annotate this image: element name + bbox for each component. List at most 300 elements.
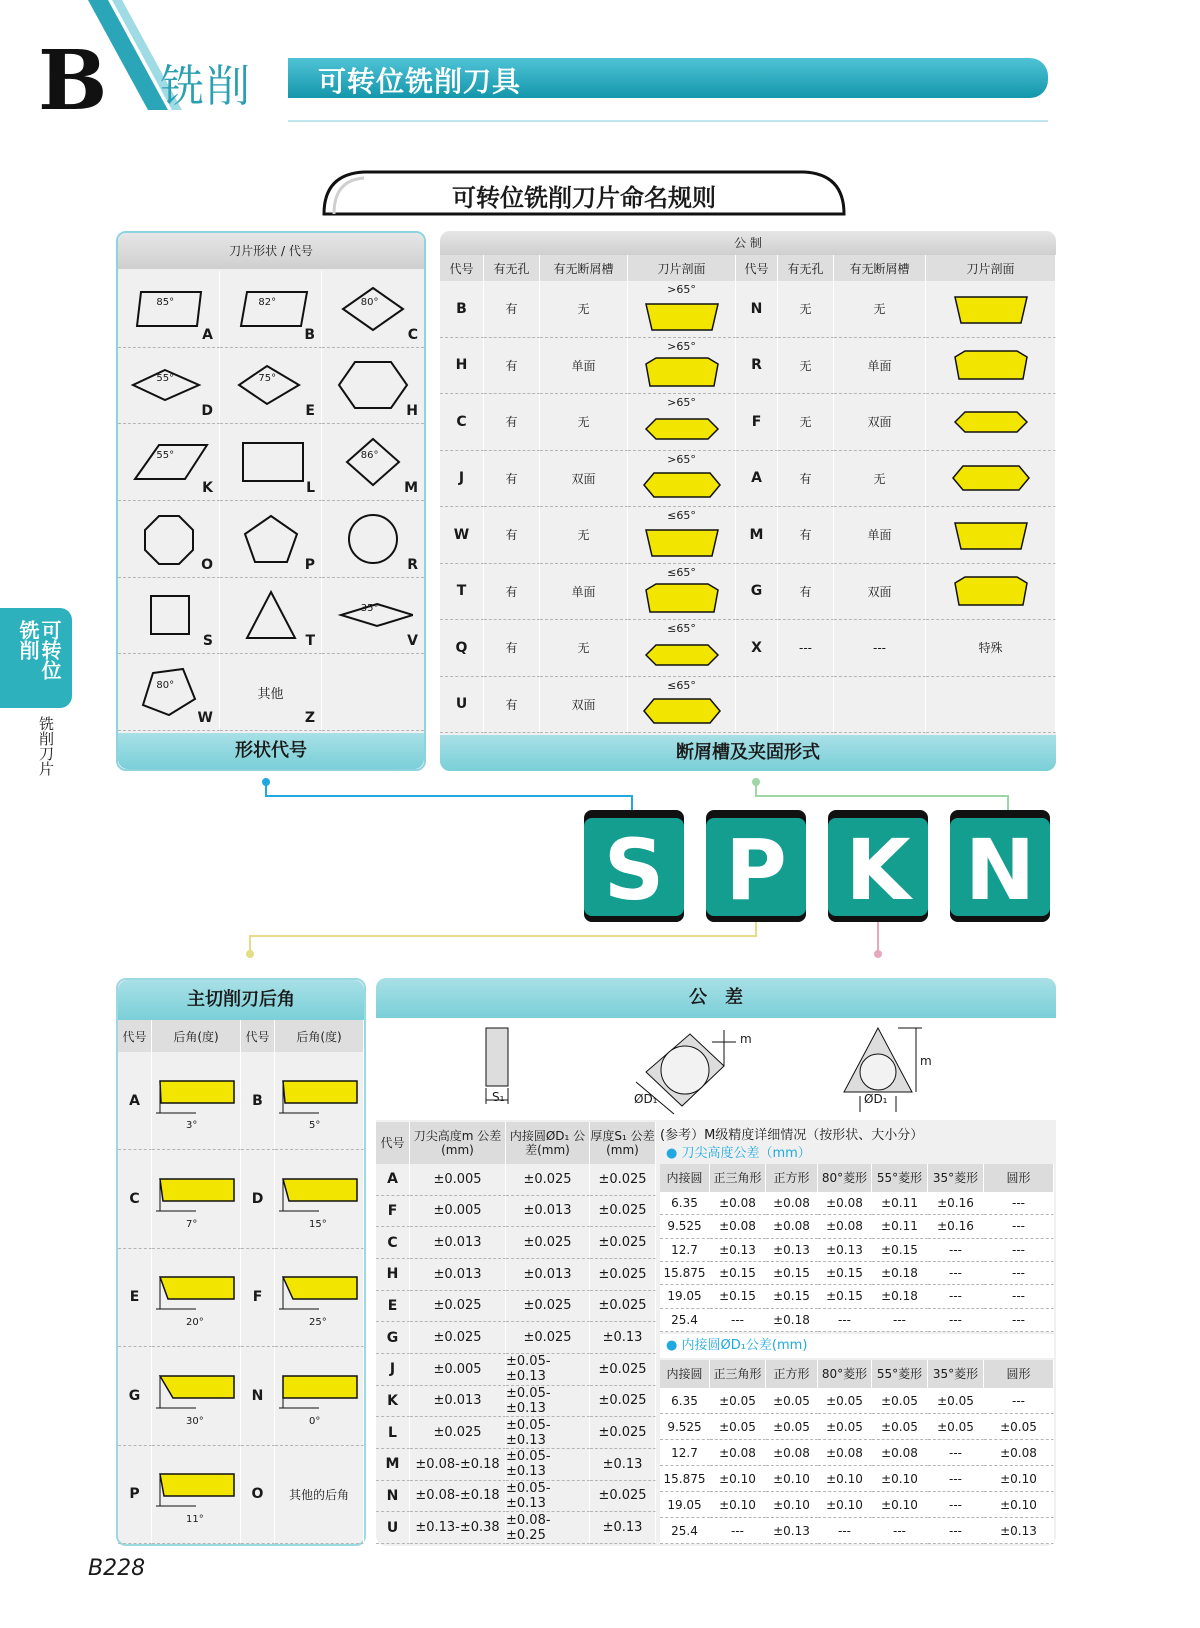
tolerance-cell: ±0.025 [590, 1291, 656, 1323]
insert-section-icon [642, 354, 722, 390]
triangle-icon [231, 588, 311, 642]
chipbreaker-cell: 双面 [834, 564, 926, 621]
column-header: 内接圆 [660, 1360, 710, 1388]
tolerance-cell: ±0.013 [410, 1259, 506, 1291]
code-letter-clearance: P [706, 818, 806, 922]
tolerance-cell: ±0.08-±0.18 [410, 1449, 506, 1481]
chipbreaker-cell [926, 507, 1056, 564]
tolerance-cell: ±0.05-±0.13 [506, 1481, 590, 1513]
tolerance-cell: U [376, 1512, 410, 1544]
page-title: 可转位铣削刀具 [318, 65, 522, 98]
chipbreaker-cell: 有 [484, 394, 540, 451]
shape-cell-l [220, 424, 322, 501]
shape-cell-p [220, 501, 322, 578]
tolerance-detail-cell: ±0.10 [766, 1466, 818, 1492]
chipbreaker-cell: H [440, 338, 484, 395]
tolerance-detail-cell: ±0.11 [872, 1192, 928, 1215]
chipbreaker-cell: 有 [484, 338, 540, 395]
tolerance-detail-cell: --- [928, 1492, 984, 1518]
tolerance-detail-cell: ±0.11 [872, 1215, 928, 1238]
tolerance-cell: ±0.13 [590, 1322, 656, 1354]
tolerance-detail-cell: ±0.10 [984, 1492, 1054, 1518]
tolerance-detail-cell: ±0.08 [766, 1440, 818, 1466]
column-header: 代号 [440, 255, 484, 281]
shape-cell-w [118, 654, 220, 731]
insert-section-icon [951, 404, 1031, 440]
tolerance-detail-cell: ±0.08 [872, 1440, 928, 1466]
chipbreaker-cell: 双面 [540, 677, 628, 734]
tolerance-detail-cell: 19.05 [660, 1492, 710, 1518]
column-header: 内接圆 [660, 1164, 710, 1192]
chipbreaker-cell: M [736, 507, 778, 564]
shape-code: Z [304, 709, 315, 726]
column-header: 代号 [118, 1020, 152, 1052]
clearance-value [152, 1249, 241, 1347]
tolerance-detail-cell: --- [984, 1192, 1054, 1215]
shape-angle-label: 82° [258, 296, 277, 308]
tolerance-detail-cell: ±0.16 [928, 1192, 984, 1215]
tolerance-detail-cell: --- [984, 1239, 1054, 1262]
tolerance-cell: N [376, 1481, 410, 1513]
shape-code: K [202, 479, 213, 496]
d1-subtitle: ● 内接圆ØD₁公差(mm) [660, 1334, 1054, 1358]
insert-section-icon [642, 411, 722, 447]
shape-cell-z [220, 654, 322, 731]
tolerance-cell: ±0.025 [590, 1386, 656, 1418]
tolerance-detail-cell: ±0.10 [818, 1492, 872, 1518]
tolerance-detail-cell: ±0.10 [818, 1466, 872, 1492]
hexagon-icon [333, 358, 413, 412]
chipbreaker-cell: C [440, 394, 484, 451]
tolerance-detail-cell: ±0.08 [766, 1215, 818, 1238]
tolerance-cell: ±0.025 [410, 1291, 506, 1323]
column-header: 55°菱形 [872, 1360, 928, 1388]
tolerance-cell: ±0.05-±0.13 [506, 1417, 590, 1449]
tolerance-detail-cell: 25.4 [660, 1309, 710, 1332]
tolerance-cell: A [376, 1164, 410, 1196]
shape-code: W [197, 709, 213, 726]
clearance-code: G [118, 1347, 152, 1445]
shape-cell-o [118, 501, 220, 578]
tolerance-cell: ±0.025 [590, 1481, 656, 1513]
chipbreaker-cell: 有 [778, 507, 834, 564]
tolerance-cell: ±0.025 [590, 1196, 656, 1228]
section-angle-label: >65° [667, 339, 696, 353]
chipbreaker-cell: X [736, 620, 778, 677]
tolerance-detail-cell: ±0.15 [710, 1285, 766, 1308]
column-header: 有无断屑槽 [540, 255, 628, 281]
tolerance-detail-cell: --- [710, 1309, 766, 1332]
page-number: B228 [88, 1556, 146, 1581]
section-angle-label: ≤65° [667, 622, 696, 635]
clearance-angle-label: 20° [186, 1317, 204, 1329]
m-label-square: m [740, 1032, 752, 1046]
section-angle-label: ≤65° [667, 565, 696, 579]
chipbreaker-panel [440, 231, 1056, 771]
insert-section-icon [951, 291, 1031, 327]
parallelogram-55-icon [129, 435, 209, 489]
shape-cell-k [118, 424, 220, 501]
section-name: 铣削 [160, 61, 252, 112]
tolerance-cell: ±0.005 [410, 1164, 506, 1196]
tolerance-cell: ±0.025 [410, 1417, 506, 1449]
chipbreaker-cell: A [736, 451, 778, 508]
m-label-triangle: m [920, 1054, 932, 1068]
shape-cell-s [118, 578, 220, 655]
m-class-reference-title: (参考）M级精度详细情况（按形状、大小分） [660, 1128, 924, 1143]
tolerance-detail-cell: ±0.05 [710, 1388, 766, 1414]
tolerance-cell: ±0.13-±0.38 [410, 1512, 506, 1544]
column-header: 有无孔 [484, 255, 540, 281]
tolerance-cell: ±0.05-±0.13 [506, 1354, 590, 1386]
insert-section-icon [951, 573, 1031, 609]
chipbreaker-cell [628, 394, 736, 451]
chipbreaker-cell: 无 [540, 620, 628, 677]
clearance-grid [118, 1052, 364, 1544]
tolerance-cell: ±0.025 [590, 1354, 656, 1386]
shape-code: H [406, 403, 418, 420]
rhombus-86-icon [333, 435, 413, 489]
chipbreaker-cell: 有 [484, 451, 540, 508]
clearance-value [152, 1052, 241, 1150]
tip-height-table [660, 1164, 1054, 1332]
s1-label: S₁ [492, 1090, 505, 1104]
tolerance-cell: ±0.025 [506, 1291, 590, 1323]
chipbreaker-cell: 有 [778, 564, 834, 621]
tolerance-detail-cell: ±0.05 [766, 1414, 818, 1440]
shape-code: T [305, 633, 315, 650]
shape-code: P [304, 556, 315, 573]
shape-code: M [404, 479, 418, 496]
tolerance-detail-cell: 6.35 [660, 1388, 710, 1414]
shape-other-label: 其他 [257, 686, 284, 702]
column-header: 圆形 [984, 1360, 1054, 1388]
chipbreaker-cell [628, 564, 736, 621]
tolerance-cell: ±0.05-±0.13 [506, 1449, 590, 1481]
tolerance-cell: E [376, 1291, 410, 1323]
column-header: 55°菱形 [872, 1164, 928, 1192]
tolerance-cell: ±0.025 [506, 1164, 590, 1196]
tolerance-diagrams [376, 1018, 1056, 1120]
clearance-angle-label: 0° [309, 1415, 321, 1427]
tolerance-cell: ±0.13 [590, 1512, 656, 1544]
chipbreaker-cell: W [440, 507, 484, 564]
tolerance-detail-cell: --- [710, 1518, 766, 1544]
clearance-value [152, 1150, 241, 1248]
tolerance-detail-cell: ±0.13 [710, 1239, 766, 1262]
tolerance-detail-cell: ±0.08 [818, 1215, 872, 1238]
code-letter-tolerance: K [828, 818, 928, 922]
chipbreaker-cell: 单面 [540, 338, 628, 395]
tolerance-detail-cell: --- [984, 1262, 1054, 1285]
tolerance-detail-cell: ±0.05 [872, 1388, 928, 1414]
circle-icon [333, 512, 413, 566]
chipbreaker-cell: 单面 [834, 507, 926, 564]
clearance-code: P [118, 1446, 152, 1544]
clearance-angle-label: 11° [186, 1514, 204, 1525]
tolerance-detail-cell: --- [928, 1239, 984, 1262]
tolerance-detail-cell: ±0.05 [928, 1414, 984, 1440]
insert-section-icon [642, 693, 722, 729]
section-angle-label: ≤65° [667, 678, 696, 692]
insert-section-icon [951, 460, 1031, 496]
tolerance-detail-cell: 19.05 [660, 1285, 710, 1308]
tolerance-cell: ±0.05-±0.13 [506, 1386, 590, 1418]
shape-code: O [201, 556, 213, 573]
chipbreaker-cell: B [440, 281, 484, 338]
tolerance-detail-cell: ±0.15 [872, 1239, 928, 1262]
insert-section-icon [642, 467, 722, 503]
chipbreaker-cell: T [440, 564, 484, 621]
chipbreaker-cell [736, 677, 778, 734]
insert-section-icon [951, 517, 1031, 553]
shape-cell-e [220, 348, 322, 425]
rhombus-75-icon [231, 358, 311, 412]
chipbreaker-cell: N [736, 281, 778, 338]
tolerance-panel-title: 公 差 [376, 978, 1056, 1018]
tolerance-cell: H [376, 1259, 410, 1291]
column-header: 厚度S₁ 公差(mm) [590, 1122, 656, 1164]
tolerance-detail-cell: ±0.05 [710, 1414, 766, 1440]
section-angle-label: ≤65° [667, 509, 696, 522]
column-header: 80°菱形 [818, 1360, 872, 1388]
rhombus-35-icon [333, 588, 413, 642]
tolerance-detail-cell: ±0.15 [818, 1285, 872, 1308]
column-header: 有无断屑槽 [834, 255, 926, 281]
tolerance-detail-cell: --- [928, 1309, 984, 1332]
chipbreaker-cell [628, 507, 736, 564]
tolerance-cell: ±0.08-±0.18 [410, 1481, 506, 1513]
tolerance-detail-cell: ±0.10 [710, 1466, 766, 1492]
square-icon [129, 588, 209, 642]
clearance-code: O [241, 1446, 275, 1544]
column-header: 刀尖高度m 公差(mm) [410, 1122, 506, 1164]
tolerance-detail-cell: ±0.15 [766, 1285, 818, 1308]
tolerance-detail-cell: 12.7 [660, 1239, 710, 1262]
tolerance-panel [376, 978, 1056, 1546]
shape-cell-c [322, 271, 424, 348]
chipbreaker-cell: 特殊 [926, 620, 1056, 677]
column-header: 80°菱形 [818, 1164, 872, 1192]
section-angle-label: >65° [667, 452, 696, 466]
tolerance-cell: ±0.08-±0.25 [506, 1512, 590, 1544]
tolerance-detail-cell: ±0.15 [818, 1262, 872, 1285]
column-header: 正三角形 [710, 1164, 766, 1192]
column-header: 后角(度) [275, 1020, 364, 1052]
chipbreaker-cell: 有 [484, 620, 540, 677]
chipbreaker-cell: 有 [484, 564, 540, 621]
clearance-code: A [118, 1052, 152, 1150]
shape-code: B [304, 326, 315, 343]
shape-cell-t [220, 578, 322, 655]
clearance-value: 其他的后角 [275, 1446, 364, 1544]
chapter-letter: B [38, 33, 108, 129]
tolerance-cell: ±0.025 [506, 1322, 590, 1354]
chipbreaker-cell: R [736, 338, 778, 395]
clearance-angle-label: 30° [186, 1415, 204, 1427]
clearance-code: D [241, 1150, 275, 1248]
shape-code: R [407, 556, 418, 573]
chipbreaker-cell: 双面 [834, 394, 926, 451]
chipbreaker-cell: --- [834, 620, 926, 677]
rhombus-80-icon [333, 282, 413, 336]
shape-code: V [407, 633, 418, 650]
chipbreaker-cell [926, 394, 1056, 451]
tolerance-table-header [376, 1122, 656, 1164]
shape-cell-r [322, 501, 424, 578]
clearance-angle-label: 7° [186, 1218, 198, 1230]
insert-section-icon [642, 524, 722, 560]
tolerance-detail-cell: 15.875 [660, 1262, 710, 1285]
chipbreaker-cell: 单面 [834, 338, 926, 395]
tolerance-detail-cell: ±0.13 [984, 1518, 1054, 1544]
shape-grid [118, 271, 424, 731]
column-header: 圆形 [984, 1164, 1054, 1192]
tolerance-detail-cell: --- [928, 1440, 984, 1466]
shape-cell-b [220, 271, 322, 348]
chipbreaker-cell: --- [778, 620, 834, 677]
tolerance-cell: L [376, 1417, 410, 1449]
tolerance-detail-cell: ±0.10 [872, 1466, 928, 1492]
tolerance-cell: F [376, 1196, 410, 1228]
chipbreaker-cell [926, 281, 1056, 338]
chipbreaker-cell: 无 [834, 451, 926, 508]
tolerance-cell: K [376, 1386, 410, 1418]
column-header: 代号 [241, 1020, 275, 1052]
chipbreaker-cell: 有 [484, 677, 540, 734]
chipbreaker-cell [834, 677, 926, 734]
tolerance-detail-cell: ±0.08 [818, 1192, 872, 1215]
chipbreaker-cell: 有 [778, 451, 834, 508]
code-letter-chipbreaker: N [950, 818, 1050, 922]
shape-angle-label: 85° [156, 296, 175, 308]
tolerance-detail-cell: ±0.08 [766, 1192, 818, 1215]
side-sub-label: 铣削刀片 [37, 716, 55, 776]
tolerance-detail-cell: 9.525 [660, 1215, 710, 1238]
chipbreaker-cell: 无 [778, 281, 834, 338]
chipbreaker-cell [628, 281, 736, 338]
chipbreaker-cell: J [440, 451, 484, 508]
section-angle-label: >65° [667, 396, 696, 409]
tolerance-detail-cell: ±0.08 [710, 1440, 766, 1466]
section-angle-label: >65° [667, 283, 696, 296]
shape-cell-empty [322, 654, 424, 731]
chipbreaker-cell [628, 620, 736, 677]
clearance-angle-label: 15° [309, 1218, 327, 1230]
tolerance-detail-cell: 12.7 [660, 1440, 710, 1466]
tip-height-subtitle: ● 刀尖高度公差（mm） [666, 1146, 811, 1161]
tolerance-detail-cell: ±0.10 [710, 1492, 766, 1518]
chipbreaker-cell: Q [440, 620, 484, 677]
shape-angle-label: 35° [360, 603, 379, 615]
pentagon-icon [231, 512, 311, 566]
shape-code: L [306, 479, 315, 496]
shape-code: C [407, 326, 418, 343]
tolerance-detail-cell: ±0.18 [872, 1285, 928, 1308]
tolerance-detail-cell: ±0.05 [818, 1414, 872, 1440]
chipbreaker-cell [778, 677, 834, 734]
rhombus-55-icon [129, 358, 209, 412]
tolerance-detail-cell: ±0.08 [710, 1192, 766, 1215]
d1-tolerance-table [660, 1360, 1054, 1544]
chipbreaker-cell: 双面 [540, 451, 628, 508]
clearance-value [275, 1150, 364, 1248]
clearance-value [275, 1347, 364, 1445]
tolerance-detail-cell: --- [872, 1309, 928, 1332]
tolerance-detail-cell: --- [928, 1518, 984, 1544]
clearance-angle-panel [116, 978, 366, 1546]
chipbreaker-cell [628, 451, 736, 508]
shape-cell-d [118, 348, 220, 425]
clearance-angle-label: 3° [186, 1120, 198, 1132]
column-header: 内接圆ØD₁ 公差(mm) [506, 1122, 590, 1164]
chipbreaker-cell: 无 [540, 507, 628, 564]
code-letter-shape: S [584, 818, 684, 922]
tolerance-cell: ±0.025 [590, 1259, 656, 1291]
tolerance-detail-cell: ±0.08 [710, 1215, 766, 1238]
shape-angle-label: 80° [360, 296, 379, 308]
tolerance-detail-cell: --- [818, 1518, 872, 1544]
chipbreaker-cell: 无 [778, 394, 834, 451]
chipbreaker-cell: F [736, 394, 778, 451]
tolerance-detail-cell: ±0.15 [766, 1262, 818, 1285]
clearance-value [152, 1446, 241, 1544]
tolerance-cell: M [376, 1449, 410, 1481]
column-header: 刀片剖面 [628, 255, 736, 281]
tolerance-detail-cell: --- [984, 1388, 1054, 1414]
shape-angle-label: 80° [156, 680, 175, 692]
chipbreaker-grid [440, 281, 1056, 733]
tolerance-detail-cell: ±0.08 [984, 1440, 1054, 1466]
clearance-angle-label: 25° [309, 1317, 327, 1329]
tolerance-cell: ±0.005 [410, 1354, 506, 1386]
clearance-code: C [118, 1150, 152, 1248]
tolerance-detail-cell: ±0.05 [766, 1388, 818, 1414]
tolerance-cell: ±0.013 [506, 1196, 590, 1228]
column-header: 有无孔 [778, 255, 834, 281]
shape-cell-a [118, 271, 220, 348]
tolerance-detail-cell: --- [984, 1309, 1054, 1332]
clearance-value [275, 1052, 364, 1150]
tolerance-detail-cell: --- [984, 1285, 1054, 1308]
chipbreaker-cell: 无 [540, 281, 628, 338]
tolerance-detail-cell: ±0.10 [872, 1492, 928, 1518]
tolerance-detail-cell: ±0.10 [766, 1492, 818, 1518]
clearance-code: B [241, 1052, 275, 1150]
clearance-code: N [241, 1347, 275, 1445]
tolerance-detail-cell: --- [928, 1466, 984, 1492]
chipbreaker-cell [628, 338, 736, 395]
shape-cell-v [322, 578, 424, 655]
shape-angle-label: 55° [156, 450, 175, 462]
tolerance-grid [376, 1164, 656, 1544]
insert-section-icon [642, 637, 722, 673]
tolerance-detail-cell: 15.875 [660, 1466, 710, 1492]
clearance-table-header [118, 1020, 364, 1052]
clearance-angle-label: 5° [309, 1120, 321, 1132]
chipbreaker-cell: 单面 [540, 564, 628, 621]
chipbreaker-cell [926, 451, 1056, 508]
chipbreaker-cell: 无 [834, 281, 926, 338]
tolerance-detail-cell: ±0.05 [928, 1388, 984, 1414]
clearance-panel-title: 主切削刃后角 [118, 980, 364, 1020]
tolerance-detail-cell: --- [928, 1285, 984, 1308]
chipbreaker-cell: 有 [484, 281, 540, 338]
shape-code: A [202, 326, 213, 343]
column-header: 35°菱形 [928, 1360, 984, 1388]
tolerance-detail-cell: ±0.13 [766, 1518, 818, 1544]
tolerance-detail-cell: ±0.05 [818, 1388, 872, 1414]
